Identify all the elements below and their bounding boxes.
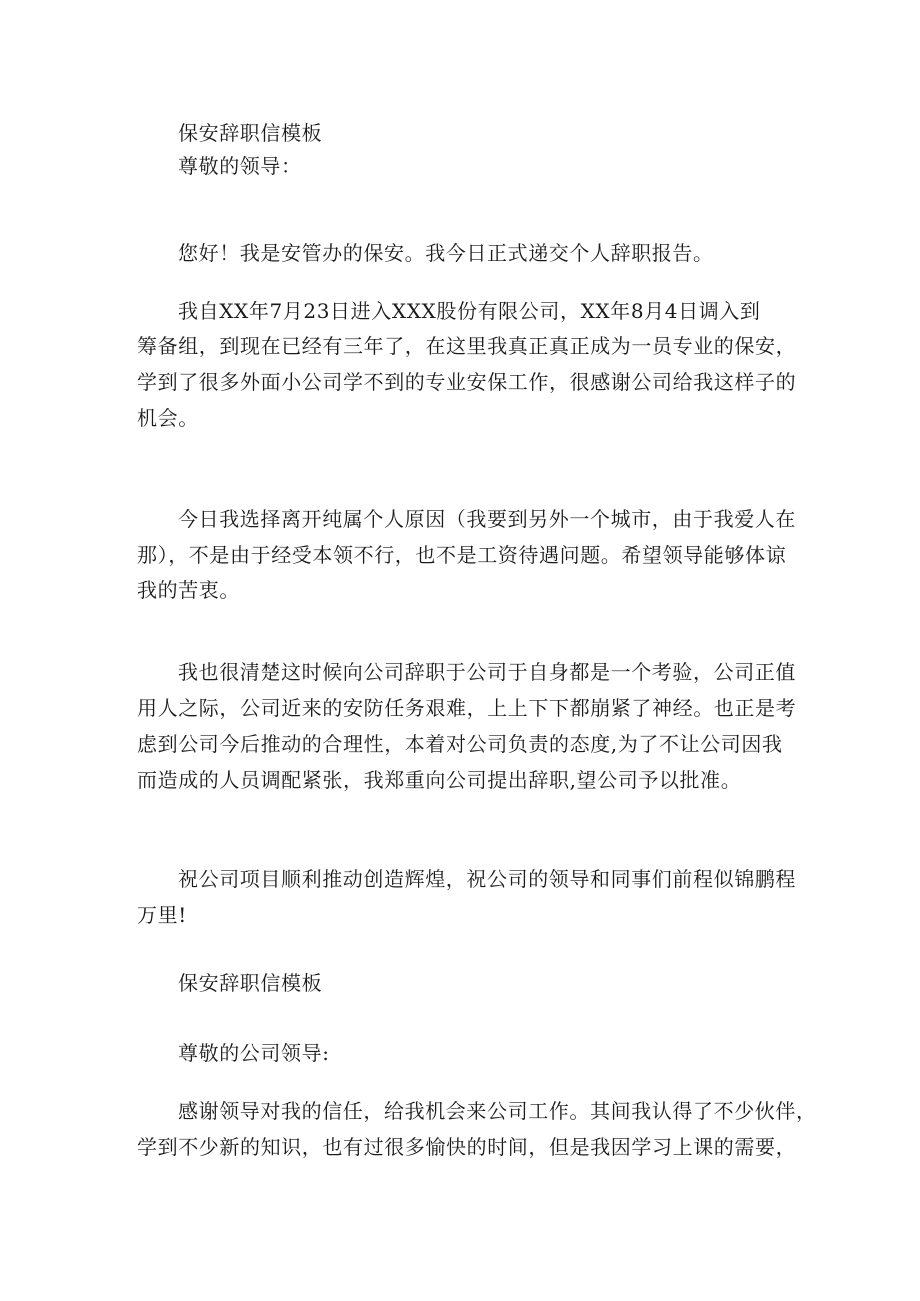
- text-line: 我也很清楚这时候向公司辞职于公司于自身都是一个考验，公司正值: [178, 660, 796, 684]
- text-line: 万里!: [137, 903, 187, 927]
- salutation: 尊敬的领导：: [178, 154, 302, 178]
- letter-title: 保安辞职信模板: [178, 971, 323, 995]
- text-line: 感谢领导对我的信任，给我机会来公司工作。其间我认得了不少伙伴，: [178, 1099, 817, 1123]
- text-line: 学到不少新的知识，也有过很多愉快的时间，但是我因学习上课的需要，: [137, 1135, 797, 1159]
- text-line: 我的苦衷。: [137, 578, 240, 602]
- text-line: 您好！我是安管办的保安。我今日正式递交个人辞职报告。: [178, 241, 714, 265]
- text-line: 而造成的人员调配紧张，我郑重向公司提出辞职,望公司予以批准。: [137, 768, 742, 792]
- text-line: 那），不是由于经受本领不行，也不是工资待遇问题。希望领导能够体谅: [137, 543, 787, 567]
- text-line: 筹备组，到现在已经有三年了，在这里我真正真正成为一员专业的保安，: [137, 334, 797, 358]
- text-line: 学到了很多外面小公司学不到的专业安保工作，很感谢公司给我这样子的: [137, 370, 797, 394]
- salutation: 尊敬的公司领导:: [178, 1041, 330, 1065]
- text-line: 虑到公司今后推动的合理性，本着对公司负责的态度,为了不让公司因我: [137, 732, 783, 756]
- text-line: 我自XX年7月23日进入XXX股份有限公司，XX年8月4日调入到: [178, 299, 761, 323]
- letter-title: 保安辞职信模板: [178, 121, 323, 145]
- text-line: 机会。: [137, 406, 199, 430]
- text-line: 今日我选择离开纯属个人原因（我要到另外一个城市，由于我爱人在: [178, 507, 796, 531]
- text-line: 用人之际，公司近来的安防任务艰难，上上下下都崩紧了神经。也正是考: [137, 696, 797, 720]
- text-line: 祝公司项目顺利推动创造辉煌，祝公司的领导和同事们前程似锦鹏程: [178, 867, 796, 891]
